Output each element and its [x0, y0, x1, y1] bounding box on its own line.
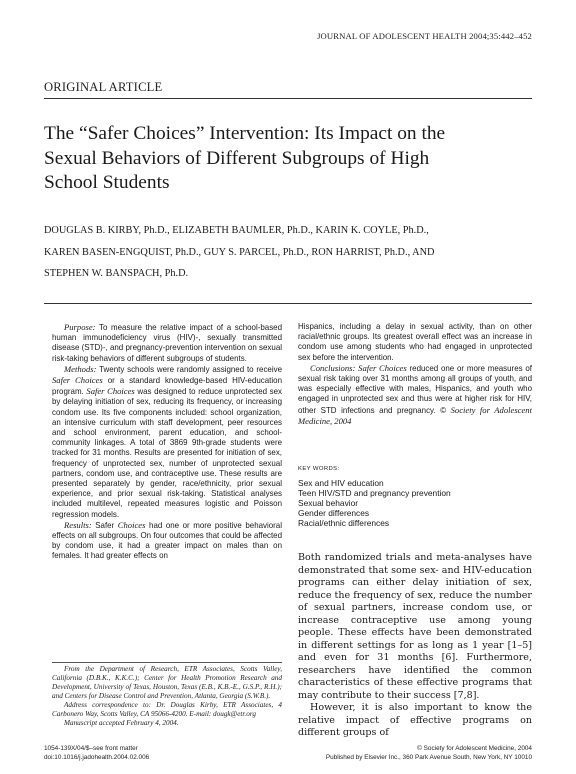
methods-text-3: was designed to reduce unprotected sex by delaying initiation of sex, reducing its frequency, or increasing condom use. Its five components included: school organization, an intensive curriculum with staff development, peer resources and school environment, parent education, and school-community linkages. A total of 3869 9th-grade students were tracked for 31 months. Results are presented for initiation of sex, frequency of unprotected sex, number of unprotected sexual partners, condom use, and contraceptive use. These results are presented separately by gender, race/ethnicity, prior sexual experience, and prior sexual risk-taking. Statistical analyses included multilevel, repeated measures logistic and Poisson regression models. [52, 387, 282, 519]
abstract-results [52, 520, 282, 562]
authors-rule [44, 303, 532, 304]
methods-heading: Methods: [64, 363, 97, 374]
conclusions-program-name: Safer Choices [358, 362, 407, 373]
article-title [44, 122, 544, 196]
keyword-item: Gender differences [298, 508, 370, 518]
purpose-text: To measure the relative impact of a school-based human immunodeficiency virus (HIV)-, sexually transmitted disease (STD)-, and pregnancy-prevention intervention on sexual risk-taking behaviors of different subgroups of students. [52, 323, 282, 363]
running-head: JOURNAL OF ADOLESCENT HEALTH 2004;35:442–452 [317, 31, 532, 41]
keyword-item: Teen HIV/STD and pregnancy prevention [298, 488, 451, 498]
footnote-rule [52, 662, 282, 663]
header-rule [44, 98, 532, 99]
abstract-left-column [52, 322, 282, 562]
abstract-results-continued: Hispanics, including a delay in sexual activity, than on other racial/ethnic groups. Its greatest overall effect was an increase in condom use among students who had engaged in unprotected sex before the intervention. [298, 322, 532, 362]
authors-line-1: DOUGLAS B. KIRBY, Ph.D., ELIZABETH BAUMLER, Ph.D., KARIN K. COYLE, Ph.D., [44, 225, 429, 236]
results-heading: Results: [64, 519, 92, 530]
authors-line-3: STEPHEN W. BANSPACH, Ph.D. [44, 268, 189, 279]
footer-right [326, 744, 532, 762]
methods-text-1: Twenty schools were randomly assigned to receive [96, 364, 282, 374]
abstract-purpose [52, 322, 282, 364]
purpose-heading: Purpose: [64, 322, 96, 332]
title-line-3: School Students [44, 172, 170, 194]
keyword-item: Sexual behavior [298, 498, 359, 508]
title-line-1: The “Safer Choices” Intervention: Its Impact on the [44, 123, 446, 144]
issn-line: 1054-139X/04/$–see front matter [44, 745, 138, 752]
methods-program-name-2: Safer Choices [86, 386, 135, 397]
keyword-item: Racial/ethnic differences [298, 518, 390, 528]
keywords-list [298, 478, 451, 528]
conclusions-heading: Conclusions: [310, 362, 356, 373]
affiliation-footnote [52, 665, 282, 728]
keywords-heading: KEY WORDS: [298, 466, 340, 472]
body-text [298, 552, 532, 740]
manuscript-accepted: Manuscript accepted February 4, 2004. [64, 719, 179, 728]
section-label: ORIGINAL ARTICLE [44, 80, 163, 94]
abstract-conclusions [298, 363, 532, 427]
conclusions-text: reduced one or more measures of sexual risk taking over 31 months among all groups of youth, and was especially effective with males, Hispanics, and youth who engaged in unprotected sex and thus were at higher risk for HIV, other STD infections and pregnancy. © [298, 363, 532, 415]
results-program-name: Choices [117, 519, 146, 530]
correspondence-text: Address correspondence to: Dr. Douglas Kirby, ETR Associates, 4 Carbonero Way, Scotts Valley, CA 95066-4200. E-mail: dougk@etr.org [52, 701, 282, 719]
copyright-society: Society for Adolescent Medicine, 2004 [298, 404, 532, 426]
results-text-1: Safer [91, 520, 118, 530]
doi-line: doi:10.1016/j.jadohealth.2004.02.006 [44, 754, 150, 761]
body-paragraph-2: However, it is also important to know the relative impact of effective programs on different groups of [298, 702, 532, 738]
copyright-line: © Society for Adolescent Medicine, 2004 [417, 745, 532, 752]
footer-left [44, 744, 149, 762]
abstract-methods [52, 364, 282, 520]
affiliation-text: From the Department of Research, ETR Associates, Scotts Valley, California (D.B.K., K.K.C.); Center for Health Promotion Research and Development, University of Texas, Houston, Texas (E.B., K.B.-E., G.S.P., R.H.); and Centers for Disease Control and Prevention, Atlanta, Georgia (S.W.B.). [52, 665, 282, 701]
methods-program-name-1: Safer Choices [52, 375, 103, 386]
keyword-item: Sex and HIV education [298, 478, 384, 488]
abstract-right-column [298, 322, 532, 427]
authors-line-2: KAREN BASEN-ENGQUIST, Ph.D., GUY S. PARCEL, Ph.D., RON HARRIST, Ph.D., AND [44, 246, 435, 258]
methods-text-2: or a standard knowledge-based HIV-education program. [52, 376, 282, 397]
author-list [44, 220, 544, 285]
results-text-2: had one or more positive behavioral effects on all subgroups. On four outcomes that could be affected by condom use, it had a greater impact on males than on females. It had greater effects on [52, 520, 282, 561]
title-line-2: Sexual Behaviors of Different Subgroups of High [44, 147, 430, 169]
publisher-line: Published by Elsevier Inc., 360 Park Avenue South, New York, NY 10010 [325, 754, 532, 761]
body-paragraph-1: Both randomized trials and meta-analyses have demonstrated that some sex- and HIV-education programs can either delay initiation of sex, reduce the frequency of sex, reduce the number of sexual partners, increase condom use, or increase contraceptive use among young people. These effects have been demonstrated in different settings for as long as 1 year [1–5] and even for 31 months [6]. Furthermore, researchers have identified the common characteristics of these effective programs that may contribute to their success [7,8]. [298, 552, 532, 701]
